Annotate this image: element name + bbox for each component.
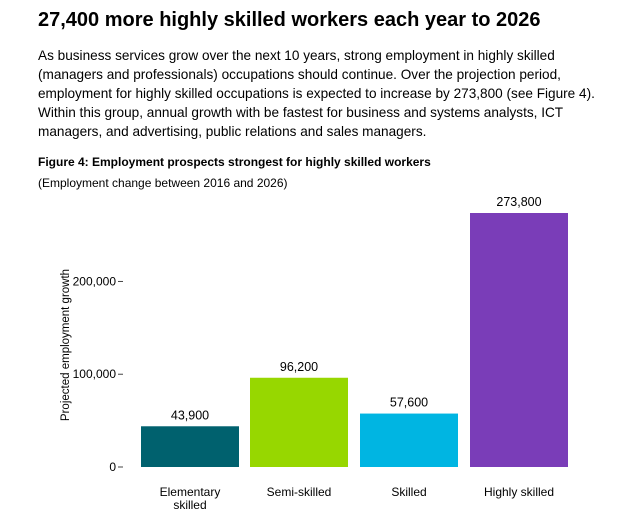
x-category-label: Semi-skilled xyxy=(266,485,332,499)
x-category-label: Elementary xyxy=(159,485,221,499)
x-category-label: Highly skilled xyxy=(483,485,555,499)
intro-paragraph: As business services grow over the next 10 years, strong employment in highly skilled (managers and professionals) occupations should continue. Over the projection period, employment for highly skilled occupations is expected to increase by 273,800 (see Figure 4). Within this group, annual growth with be fastest for business and systems analysts, ICT managers, and advertising, public relations and sales managers. xyxy=(38,48,595,139)
y-tick-label: 100,000 xyxy=(72,367,116,382)
page-heading: 27,400 more highly skilled workers each year to 2026 xyxy=(38,9,541,31)
bar xyxy=(141,426,239,467)
bar xyxy=(360,414,458,467)
x-category-label: Skilled xyxy=(391,485,427,499)
y-tick-label: 200,000 xyxy=(72,274,116,289)
y-tick-label: 0 xyxy=(109,460,116,474)
bar-value-label: 273,800 xyxy=(496,195,542,209)
bar xyxy=(470,213,568,467)
figure-title: Figure 4: Employment prospects strongest for highly skilled workers xyxy=(38,155,431,169)
bar-value-label: 57,600 xyxy=(389,395,429,410)
figure-subtitle: (Employment change between 2016 and 2026) xyxy=(38,176,288,190)
bar-value-label: 43,900 xyxy=(170,408,210,423)
x-category-label: skilled xyxy=(173,498,207,512)
y-axis-label: Projected employment growth xyxy=(60,268,72,422)
bar xyxy=(250,378,348,467)
bar-value-label: 96,200 xyxy=(279,359,319,374)
